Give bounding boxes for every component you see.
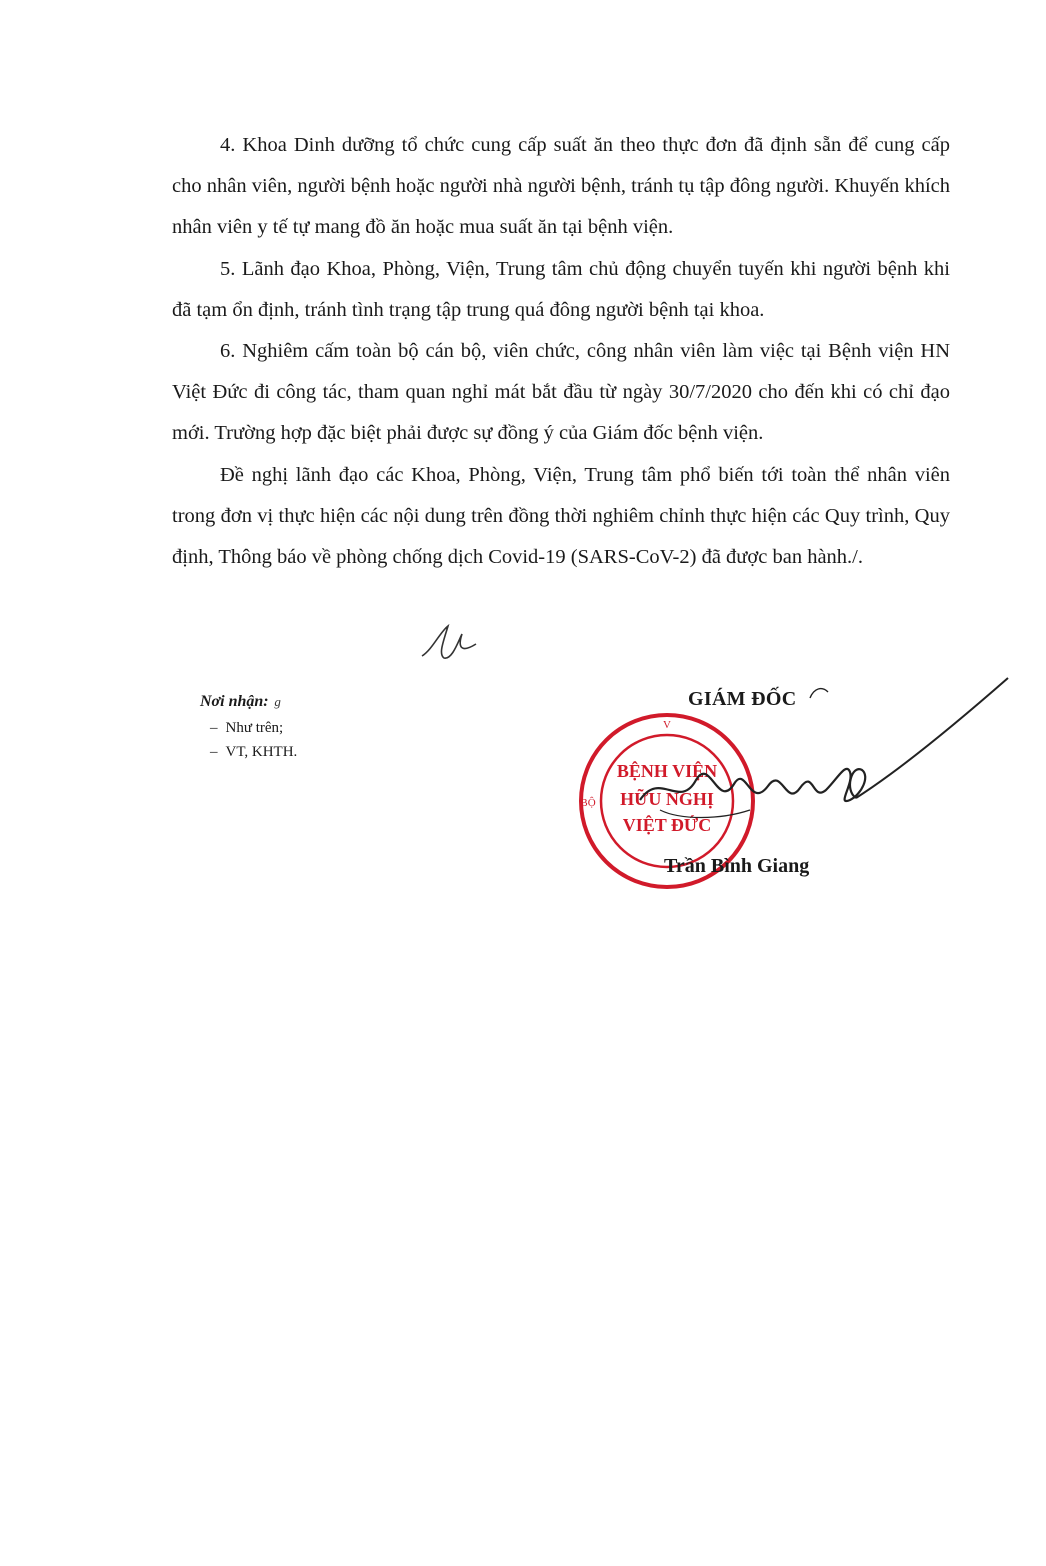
stamp-line-1: BỆNH VIỆN (616, 761, 718, 781)
recipients-list (200, 716, 297, 764)
list-item: – Như trên; (210, 716, 297, 740)
stamp-line-3: VIỆT ĐỨC (622, 815, 712, 835)
paragraph-item-5: 5. Lãnh đạo Khoa, Phòng, Viện, Trung tâm chủ động chuyển tuyến khi người bệnh khi đã tạm ổn định, tránh tình trạng tập trung quá đông người bệnh tại khoa. (172, 257, 950, 321)
signer-title: GIÁM ĐỐC (688, 688, 797, 710)
initial-mark-icon (418, 620, 478, 664)
signature-icon (600, 660, 1030, 860)
paragraph-item-6: 6. Nghiêm cấm toàn bộ cán bộ, viên chức, công nhân viên làm việc tại Bệnh viện HN Việt Đức đi công tác, tham quan nghỉ mát bắt đầu từ ngày 30/7/2020 cho đến khi có chỉ đạo mới. Trường hợp đặc biệt phải được sự đồng ý của Giám đốc bệnh viện. (172, 340, 950, 445)
stamp-line-2: HỮU NGHỊ (620, 789, 714, 809)
signer-name: Trần Bình Giang (664, 855, 810, 877)
recipients-block (200, 690, 297, 764)
recipients-initial: g (274, 694, 281, 709)
document-body (172, 125, 950, 578)
paragraph-item-4: 4. Khoa Dinh dưỡng tổ chức cung cấp suất ăn theo thực đơn đã định sẵn để cung cấp cho nhân viên, người bệnh hoặc người nhà người bệnh, tránh tụ tập đông người. Khuyến khích nhân viên y tế tự mang đồ ăn hoặc mua suất ăn tại bệnh viện. (172, 134, 950, 239)
svg-text:V: V (663, 719, 671, 731)
list-item: – VT, KHTH. (210, 740, 297, 764)
closing-paragraph: Đề nghị lãnh đạo các Khoa, Phòng, Viện, Trung tâm phổ biến tới toàn thể nhân viên trong đơn vị thực hiện các nội dung trên đồng thời nghiêm chỉnh thực hiện các Quy trình, Quy định, Thông báo về phòng chống dịch Covid-19 (SARS-CoV-2) đã được ban hành./. (172, 463, 950, 569)
svg-text:BỘ: BỘ (580, 797, 596, 809)
recipients-title: Nơi nhận: (200, 693, 269, 710)
